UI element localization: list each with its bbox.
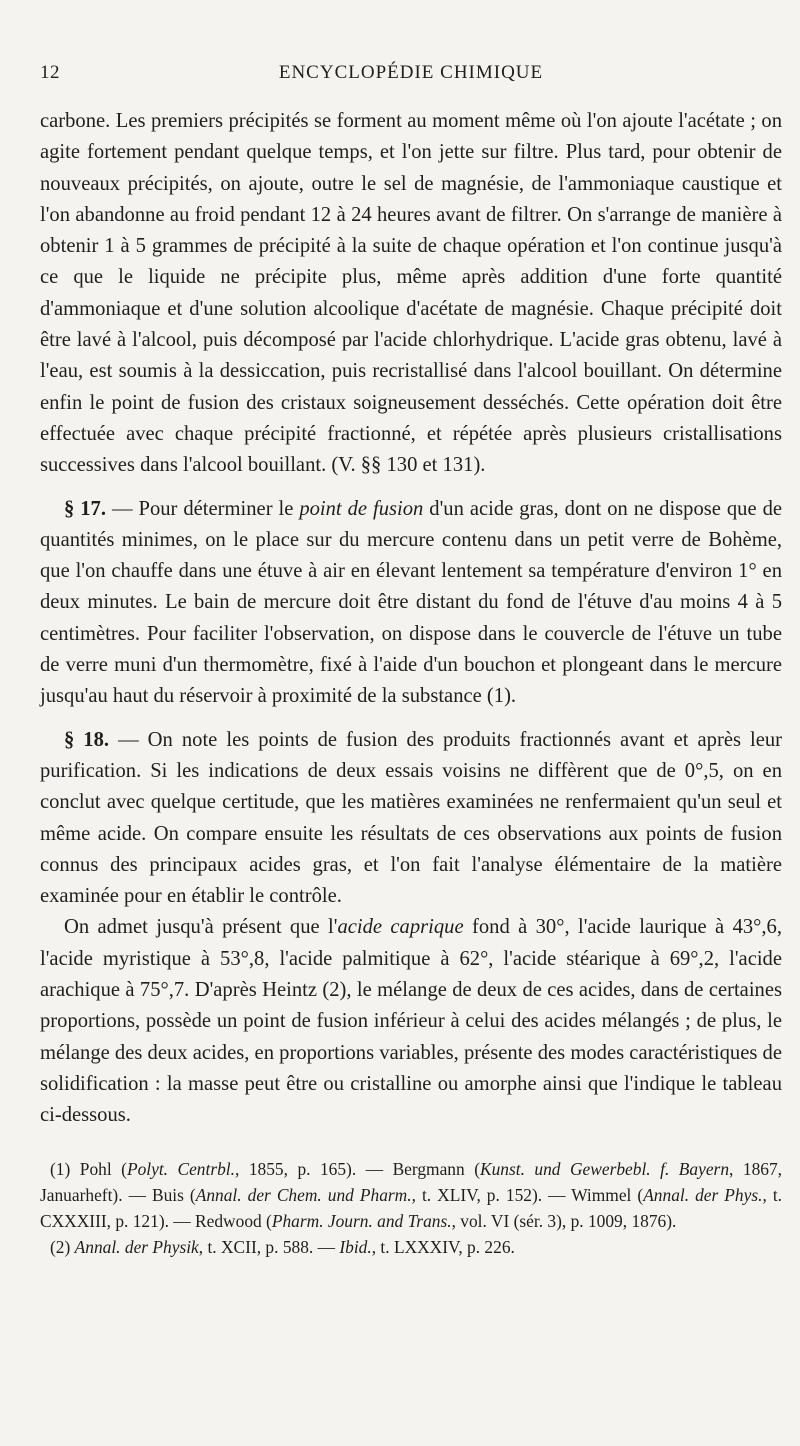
- section-17-label: § 17.: [64, 497, 106, 520]
- section-17-emphasis: point de fusion: [299, 497, 424, 520]
- running-title: ENCYCLOPÉDIE CHIMIQUE: [278, 62, 544, 83]
- footnote-1-citation: Pharm. Journ. and Trans.: [271, 1210, 452, 1231]
- footnote-1-citation: Annal. der Chem. und Pharm.: [195, 1184, 412, 1205]
- footnote-1-text: , vol. VI (sér. 3), p. 1009, 1876).: [451, 1210, 677, 1231]
- footnote-1-citation: Kunst. und Gewerbebl. f. Bayern: [479, 1158, 730, 1179]
- section-17-text-b: d'un acide gras, dont on ne dispose que de quantités minimes, on le place sur du mercure contenu dans un petit verre de Bohème, que l'on chauffe dans une étuve à air en élevant lentement sa température d'environ 1° en deux minutes. Le bain de mercure doit être distant du fond de l'étuve d'au moins 4 à 5 centimètres. Pour faciliter l'observation, on dispose dans le couvercle de l'étuve un tube de verre muni d'un thermomètre, fixé à l'aide d'un bouchon et plongeant dans le mercure jusqu'au haut du réservoir à proximité de la substance (1).: [40, 497, 783, 708]
- footnote-1: [40, 1156, 782, 1234]
- footnote-1-citation: Polyt. Centrbl.: [126, 1158, 235, 1179]
- footnote-1-text: (1) Pohl (: [50, 1158, 127, 1179]
- section-18: [40, 725, 782, 913]
- footnote-1-text: , 1867, Januarheft). — Buis (: [40, 1158, 782, 1205]
- section-17: [40, 494, 782, 713]
- footnote-2-citation: Annal. der Physik: [74, 1236, 199, 1257]
- page-header: [40, 62, 782, 92]
- paragraph-melting-points: [40, 912, 782, 1131]
- section-18-text: — On note les points de fusion des produits fractionnés avant et après leur purification. Si les indications de deux essais voisins ne diffèrent que de 0°,5, on en conclut avec quelque certitude, que les matières examinées ne renfermaient qu'un seul et même acide. On compare ensuite les résultats de ces observations aux points de fusion connus des principaux acides gras, et l'on fait l'analyse élémentaire de la matière examinée pour en établir le contrôle.: [40, 728, 783, 908]
- melting-points-emphasis: acide caprique: [337, 916, 464, 939]
- section-17-text-a: — Pour déterminer le: [106, 497, 300, 520]
- melting-points-text-a: On admet jusqu'à présent que l': [64, 916, 338, 939]
- footnote-1-text: , t. XLIV, p. 152). — Wimmel (: [411, 1184, 644, 1205]
- paragraph-continuation: carbone. Les premiers précipités se forment au moment même où l'on ajoute l'acétate ; on agite fortement pendant quelque temps, et l'on jette sur filtre. Plus tard, pour obtenir de nouveaux précipités, on ajoute, outre le sel de magnésie, de l'ammoniaque caustique et l'on abandonne au froid pendant 12 à 24 heures avant de filtrer. On s'arrange de manière à obtenir 1 à 5 grammes de précipité à la suite de chaque opération et l'on continue jusqu'à ce que le liquide ne précipite plus, même après addition d'une forte quantité d'ammoniaque et d'une solution alcoolique d'acétate de magnésie. Chaque précipité doit être lavé à l'alcool, puis décomposé par l'acide chlorhydrique. L'acide gras obtenu, lavé à l'eau, est soumis à la dessiccation, puis recristallisé dans l'alcool bouillant. On détermine enfin le point de fusion des cristaux soigneusement desséchés. Cette opération doit être effectuée avec chaque précipité fractionné, et répétée après plusieurs cristallisations successives dans l'alcool bouillant. (V. §§ 130 et 131).: [40, 110, 782, 477]
- footnote-2: [40, 1234, 782, 1260]
- footnote-2-text: , t. LXXXIV, p. 226.: [371, 1236, 515, 1257]
- footnote-2-text: , t. XCII, p. 588. —: [198, 1236, 340, 1257]
- footnotes: [40, 1156, 782, 1260]
- section-18-label: § 18.: [64, 728, 110, 751]
- footnote-2-citation: Ibid.: [339, 1236, 372, 1257]
- footnote-1-citation: Annal. der Phys.: [643, 1184, 763, 1205]
- footnote-2-text: (2): [50, 1236, 75, 1257]
- body-text: [40, 106, 782, 1132]
- page-number: 12: [40, 62, 60, 83]
- melting-points-text-b: fond à 30°, l'acide laurique à 43°,6, l'acide myristique à 53°,8, l'acide palmitique à 62°, l'acide stéarique à 69°,2, l'acide arachique à 75°,7. D'après Heintz (2), le mélange de deux de ces acides, dans de certaines proportions, possède un point de fusion inférieur à celui des acides mélangés ; de plus, le mélange des deux acides, en proportions variables, présente des modes caractéristiques de solidification : la masse peut être ou cristalline ou amorphe ainsi que l'indique le tableau ci-dessous.: [40, 916, 782, 1127]
- footnote-1-text: , t. CXXXIII, p. 121). — Redwood (: [40, 1184, 783, 1231]
- footnote-1-text: , 1855, p. 165). — Bergmann (: [234, 1158, 480, 1179]
